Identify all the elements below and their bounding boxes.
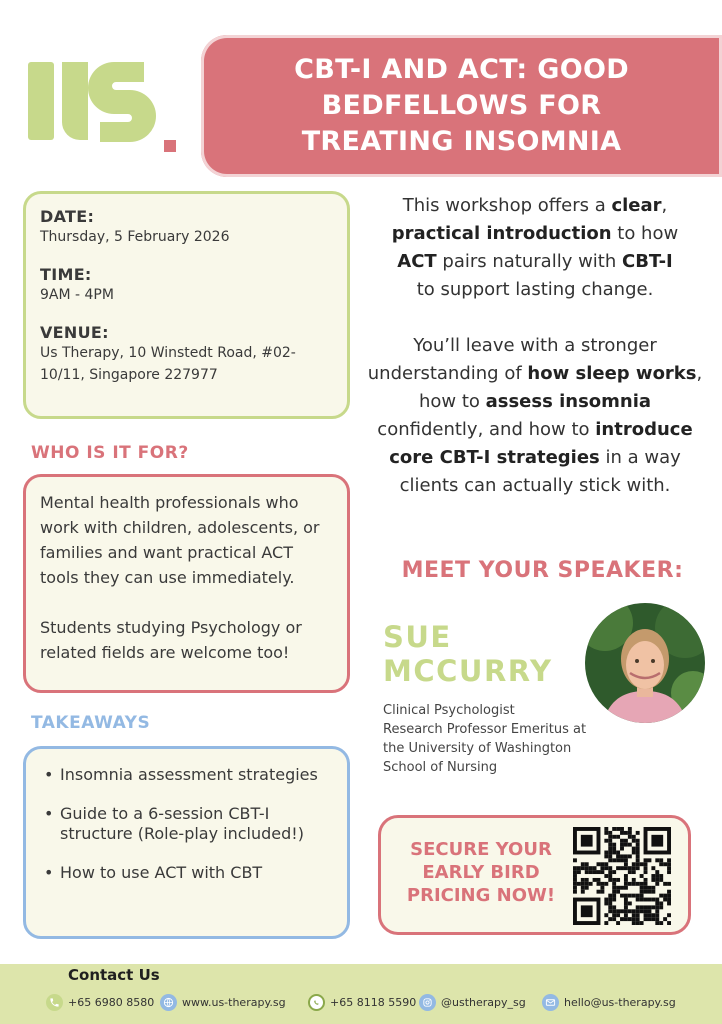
audience-paragraph-2: Students studying Psychology or related fields are welcome too! — [40, 618, 302, 662]
footer-title: Contact Us — [68, 966, 160, 984]
email-text: hello@us-therapy.sg — [564, 996, 676, 1009]
contact-website[interactable] — [160, 994, 286, 1011]
date-group — [40, 207, 333, 248]
date-value: Thursday, 5 February 2026 — [40, 229, 230, 245]
bio-line: Clinical Psychologist — [383, 703, 515, 718]
description-emphasis: ACT — [397, 251, 437, 272]
takeaway-item: • Insomnia assessment strategies — [40, 765, 333, 785]
cta-line: EARLY BIRD — [422, 862, 540, 883]
cta-text — [391, 838, 571, 907]
description-text: This workshop offers a — [402, 195, 612, 216]
speaker-first-name: SUE — [383, 620, 452, 654]
contact-whatsapp[interactable] — [308, 994, 416, 1011]
early-bird-cta[interactable] — [378, 815, 691, 935]
page-title — [274, 52, 649, 160]
takeaway-item: • Guide to a 6-session CBT-I structure (Role-play included!) — [40, 804, 333, 844]
speaker-name — [383, 620, 553, 688]
time-label: TIME: — [40, 265, 92, 284]
description-text: in a way clients can actually stick with. — [399, 447, 681, 496]
description-emphasis: CBT-I — [622, 251, 673, 272]
venue-line-1: Us Therapy, 10 Winstedt Road, #02- — [40, 345, 296, 361]
venue-label: VENUE: — [40, 323, 109, 342]
description-emphasis: practical introduction — [391, 223, 612, 244]
instagram-icon — [419, 994, 436, 1011]
description-text: , how to — [418, 363, 703, 412]
venue-line-2: 10/11, Singapore 227977 — [40, 367, 218, 383]
takeaways-list — [40, 765, 333, 883]
website-text: www.us-therapy.sg — [182, 996, 286, 1009]
whatsapp-text: +65 8118 5590 — [330, 996, 417, 1009]
time-group — [40, 265, 333, 306]
description-text: pairs naturally with — [436, 251, 622, 272]
title-line-3: TREATING INSOMNIA — [301, 126, 622, 157]
workshop-description — [365, 192, 705, 500]
description-emphasis: assess insomnia — [485, 391, 652, 412]
speaker-bio — [383, 701, 623, 777]
globe-icon — [160, 994, 177, 1011]
description-emphasis: introduce core CBT-I strategies — [389, 419, 693, 468]
title-line-1: CBT-I AND ACT: GOOD — [294, 54, 629, 85]
speaker-heading: MEET YOUR SPEAKER: — [401, 558, 684, 583]
description-emphasis: clear — [611, 195, 662, 216]
title-line-2: BEDFELLOWS FOR — [321, 90, 602, 121]
phone-icon — [46, 994, 63, 1011]
description-paragraph-2 — [365, 332, 705, 500]
description-text: to how — [611, 223, 679, 244]
description-paragraph-1 — [365, 192, 705, 304]
instagram-text: @ustherapy_sg — [441, 996, 526, 1009]
speaker-last-name: MCCURRY — [383, 654, 553, 688]
whatsapp-icon — [308, 994, 325, 1011]
title-banner — [201, 35, 722, 177]
cta-line: PRICING NOW! — [406, 885, 556, 906]
description-text: confidently, and how to — [377, 419, 596, 440]
description-text: You’ll leave with a stronger understanding of — [367, 335, 657, 384]
bio-line: School of Nursing — [383, 760, 498, 775]
phone-text: +65 6980 8580 — [68, 996, 155, 1009]
bio-line: Research Professor Emeritus at — [383, 722, 587, 737]
contact-phone[interactable] — [46, 994, 154, 1011]
qr-code-icon[interactable] — [573, 827, 671, 925]
venue-group — [40, 323, 333, 386]
takeaways-heading: TAKEAWAYS — [31, 713, 151, 733]
time-value: 9AM - 4PM — [40, 287, 114, 303]
bio-line: the University of Washington — [383, 741, 572, 756]
audience-paragraph-1: Mental health professionals who work with children, adolescents, or families and want practical ACT tools they can use immediately. — [40, 493, 320, 587]
us-logo — [28, 62, 180, 156]
description-text: , — [661, 195, 668, 216]
contact-email[interactable] — [542, 994, 676, 1011]
audience-box — [23, 474, 350, 693]
contact-instagram[interactable] — [419, 994, 526, 1011]
contact-footer — [0, 964, 722, 1024]
cta-line: SECURE YOUR — [410, 839, 552, 860]
date-label: DATE: — [40, 207, 95, 226]
email-icon — [542, 994, 559, 1011]
description-emphasis: how sleep works — [527, 363, 697, 384]
who-heading: WHO IS IT FOR? — [31, 443, 189, 463]
takeaways-box — [23, 746, 350, 939]
description-text: to support lasting change. — [416, 279, 654, 300]
takeaway-item: • How to use ACT with CBT — [40, 863, 333, 883]
event-details-box — [23, 191, 350, 419]
